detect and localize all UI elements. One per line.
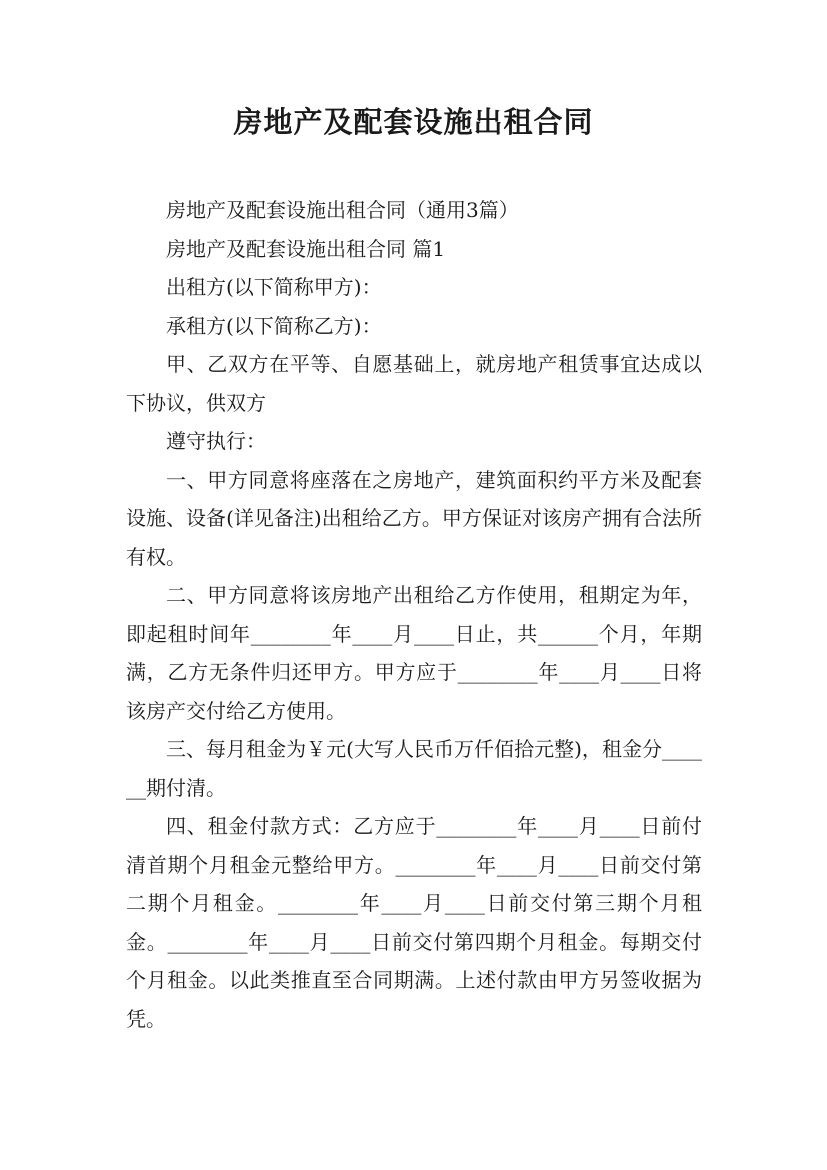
- paragraph-clause-1: 一、甲方同意将座落在之房地产，建筑面积约平方米及配套设施、设备(详见备注)出租给乙方。甲方保证对该房产拥有合法所有权。: [126, 467, 702, 569]
- paragraph-clause-2: 二、甲方同意将该房地产出租给乙方作使用，租期定为年，即起租时间年________年____月____日止，共______个月，年期满，乙方无条件归还甲方。甲方应于________年____月____日将该房产交付给乙方使用。: [126, 583, 702, 723]
- document-body: [126, 191, 702, 1038]
- paragraph-agreement-intro: 甲、乙双方在平等、自愿基础上，就房地产租赁事宜达成以下协议，供双方: [126, 352, 702, 415]
- paragraph-section-heading: 房地产及配套设施出租合同 篇1: [166, 236, 446, 261]
- paragraph-lessee: 承租方(以下简称乙方)：: [166, 313, 382, 338]
- paragraph-lessor: 出租方(以下简称甲方)：: [166, 275, 382, 299]
- paragraph-clause-4: 四、租金付款方式：乙方应于________年____月____日前付清首期个月租金元整给甲方。________年____月____日前交付第二期个月租金。________年____月____日前交付第三期个月租金。________年____月____日前交付第四期个月租金。每期交付个月租金。以此类推直至合同期满。上述付款由甲方另签收据为凭。: [126, 814, 702, 1031]
- paragraph-clause-3: 三、每月租金为￥元(大写人民币万仟佰拾元整)，租金分______期付清。: [126, 737, 702, 800]
- paragraph-comply: 遵守执行：: [166, 429, 266, 453]
- document-title: 房地产及配套设施出租合同: [233, 105, 594, 139]
- paragraph-subtitle: 房地产及配套设施出租合同（通用3篇）: [166, 198, 519, 222]
